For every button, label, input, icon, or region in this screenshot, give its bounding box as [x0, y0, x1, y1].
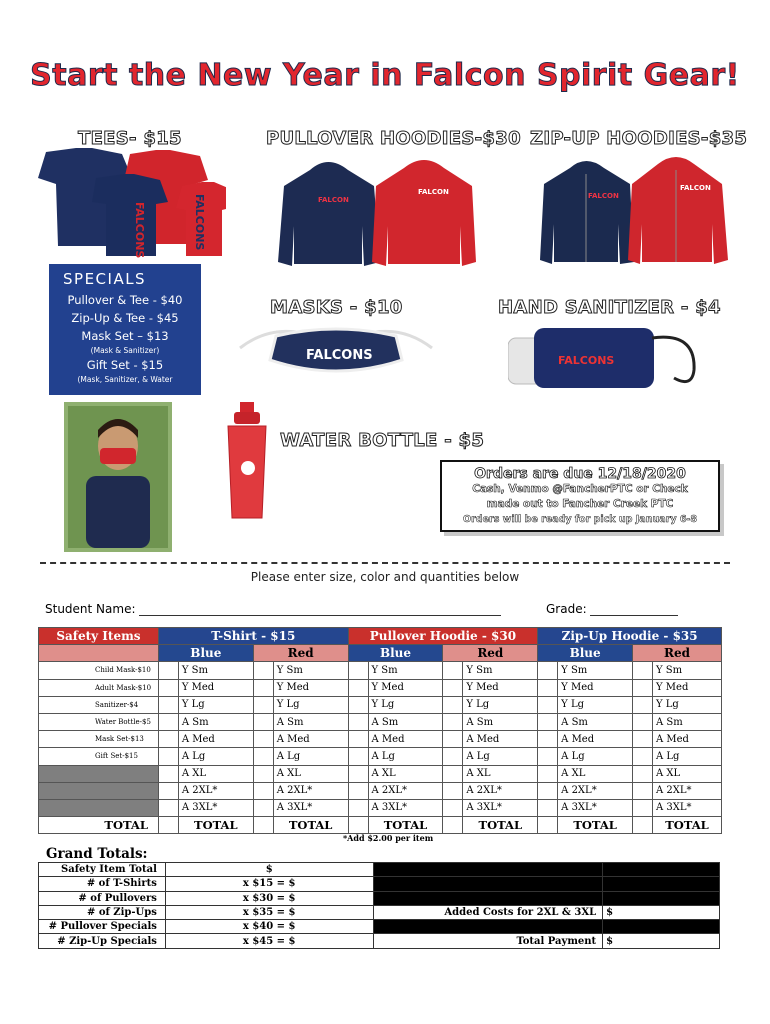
tshirt-blue-header: Blue: [158, 645, 253, 662]
safety-subheader: [39, 645, 159, 662]
zipup-blue-size: Y Sm: [558, 662, 633, 679]
specials-box: [49, 264, 201, 395]
zipup-red-qty-cell[interactable]: [633, 696, 653, 713]
form-instructions: Please enter size, color and quantities below: [250, 570, 520, 584]
pullover-blue-size: Y Med: [368, 679, 443, 696]
tshirt-red-size: A XL: [273, 765, 348, 782]
tshirt-blue-size: Y Sm: [178, 662, 253, 679]
tee-print-text-red: FALCONS: [193, 194, 206, 251]
tshirt-header: T-Shirt - $15: [158, 628, 348, 645]
pullover-blue-size: A Med: [368, 731, 443, 748]
grand-totals-title: Grand Totals:: [46, 846, 148, 862]
zipup-red-size: Y Med: [653, 679, 722, 696]
grand-total-calc[interactable]: x $40 = $: [165, 920, 373, 934]
zipup-red-size: A Lg: [653, 748, 722, 765]
safety-item-empty: [39, 799, 159, 816]
grand-total-calc[interactable]: x $15 = $: [165, 877, 373, 891]
added-costs-label: Added Costs for 2XL & 3XL: [373, 905, 603, 919]
tees-image: [36, 146, 226, 258]
safety-total: TOTAL: [39, 817, 159, 834]
grand-total-label: # Zip-Up Specials: [39, 934, 166, 948]
pullover-red-qty-cell[interactable]: [443, 662, 463, 679]
zipup-blue-qty-cell[interactable]: [538, 696, 558, 713]
pullover-hoodies-image: [278, 154, 478, 272]
hand-sanitizer-image: [508, 318, 708, 388]
pullover-red-total: TOTAL: [463, 817, 538, 834]
zipup-blue-size: A Med: [558, 731, 633, 748]
page-title: Start the New Year in Falcon Spirit Gear!: [30, 58, 740, 93]
order-table-body: [39, 662, 722, 817]
mask-image: [236, 318, 436, 380]
tshirt-blue-qty-cell[interactable]: [158, 765, 178, 782]
zipup-blue-qty-cell[interactable]: [538, 765, 558, 782]
tshirt-blue-qty-cell[interactable]: [158, 713, 178, 730]
order-row: [39, 662, 722, 679]
tshirt-blue-qty-cell[interactable]: [158, 782, 178, 799]
grade-field[interactable]: [590, 602, 678, 616]
zipup-blue-qty-cell[interactable]: [538, 713, 558, 730]
pullover-blue-size: A Lg: [368, 748, 443, 765]
safety-item: Water Bottle-$5: [39, 713, 159, 730]
pullover-header: Pullover Hoodie - $30: [348, 628, 538, 645]
pullover-red-qty-cell[interactable]: [443, 782, 463, 799]
order-row: [39, 765, 722, 782]
pullover-blue-size: Y Lg: [368, 696, 443, 713]
order-row: [39, 782, 722, 799]
pullover-red-size: A Lg: [463, 748, 538, 765]
safety-item: Child Mask-$10: [39, 662, 159, 679]
grand-total-label: Safety Item Total: [39, 863, 166, 877]
grand-total-label: # of Pullovers: [39, 891, 166, 905]
zipup-red-size: Y Sm: [653, 662, 722, 679]
special-zipup-tee: Zip-Up & Tee - $45: [71, 311, 179, 325]
zipup-blue-size: A XL: [558, 765, 633, 782]
total-qty-cell[interactable]: [538, 817, 558, 834]
pullover-blue-size: Y Sm: [368, 662, 443, 679]
zipup-blue-qty-cell[interactable]: [538, 731, 558, 748]
order-row: [39, 696, 722, 713]
zipup-hoodies-label: ZIP-UP HOODIES-$35: [530, 128, 748, 149]
blacked-out-cell: [373, 891, 603, 905]
masks-label: MASKS - $10: [270, 297, 403, 318]
orders-due: Orders are due 12/18/2020: [474, 466, 686, 482]
payment-methods: Cash, Venmo @FancherPTC or Check: [472, 483, 688, 495]
grand-totals-table: [38, 862, 720, 949]
pullover-blue-total: TOTAL: [368, 817, 443, 834]
grand-total-calc[interactable]: x $30 = $: [165, 891, 373, 905]
zipup-blue-size: A Sm: [558, 713, 633, 730]
tshirt-red-qty-cell[interactable]: [253, 748, 273, 765]
total-qty-cell[interactable]: [253, 817, 273, 834]
pullover-red-size: Y Sm: [463, 662, 538, 679]
tshirt-blue-size: A XL: [178, 765, 253, 782]
pullover-blue-size: A 2XL*: [368, 782, 443, 799]
zipup-red-qty-cell[interactable]: [633, 799, 653, 816]
blacked-out-cell: [603, 891, 720, 905]
pullover-red-size: A Med: [463, 731, 538, 748]
pullover-red-qty-cell[interactable]: [443, 696, 463, 713]
tshirt-blue-size: A 3XL*: [178, 799, 253, 816]
added-costs-value[interactable]: $: [603, 905, 720, 919]
pullover-blue-qty-cell[interactable]: [348, 713, 368, 730]
tshirt-blue-qty-cell[interactable]: [158, 662, 178, 679]
pullover-red-size: A 3XL*: [463, 799, 538, 816]
zipup-blue-qty-cell[interactable]: [538, 782, 558, 799]
tshirt-red-qty-cell[interactable]: [253, 713, 273, 730]
tshirt-red-size: A Sm: [273, 713, 348, 730]
total-payment-label: Total Payment: [373, 934, 603, 948]
grade-label: Grade:: [546, 602, 587, 616]
safety-item: Sanitizer-$4: [39, 696, 159, 713]
pullover-hoodies-label: PULLOVER HOODIES-$30: [266, 128, 521, 149]
tees-label: TEES- $15: [78, 128, 182, 149]
grand-total-calc[interactable]: $: [165, 863, 373, 877]
student-photo: [64, 402, 172, 552]
order-row: [39, 679, 722, 696]
total-qty-cell[interactable]: [443, 817, 463, 834]
safety-item-empty: [39, 782, 159, 799]
total-qty-cell[interactable]: [633, 817, 653, 834]
student-name-field[interactable]: [139, 602, 501, 616]
zipup-header: Zip-Up Hoodie - $35: [538, 628, 722, 645]
grand-total-label: # of T-Shirts: [39, 877, 166, 891]
tee-print-text: FALCONS: [133, 202, 146, 258]
zipup-red-size: A 2XL*: [653, 782, 722, 799]
tshirt-red-qty-cell[interactable]: [253, 782, 273, 799]
zipup-red-size: A Sm: [653, 713, 722, 730]
pickup-dates: Orders will be ready for pick up January 6-8: [463, 514, 697, 525]
tshirt-blue-size: Y Med: [178, 679, 253, 696]
student-name-row: [45, 602, 501, 616]
tshirt-blue-size: A Med: [178, 731, 253, 748]
student-name-label: Student Name:: [45, 602, 136, 616]
plus-size-note: *Add $2.00 per item: [343, 833, 434, 843]
grand-total-calc[interactable]: x $35 = $: [165, 905, 373, 919]
tshirt-blue-qty-cell[interactable]: [158, 731, 178, 748]
zipup-red-qty-cell[interactable]: [633, 679, 653, 696]
safety-item-empty: [39, 765, 159, 782]
tshirt-red-size: Y Sm: [273, 662, 348, 679]
zipup-red-size: A 3XL*: [653, 799, 722, 816]
safety-item: Adult Mask-$10: [39, 679, 159, 696]
specials-title: SPECIALS: [63, 270, 147, 288]
safety-item: Mask Set-$13: [39, 731, 159, 748]
zipup-red-header: Red: [633, 645, 722, 662]
pullover-red-qty-cell[interactable]: [443, 731, 463, 748]
tshirt-blue-qty-cell[interactable]: [158, 748, 178, 765]
zipup-red-total: TOTAL: [653, 817, 722, 834]
tshirt-blue-qty-cell[interactable]: [158, 696, 178, 713]
grand-total-label: # of Zip-Ups: [39, 905, 166, 919]
grand-total-label: # Pullover Specials: [39, 920, 166, 934]
special-mask-set: Mask Set – $13: [81, 329, 169, 343]
zipup-red-qty-cell[interactable]: [633, 731, 653, 748]
zipup-blue-size: A 3XL*: [558, 799, 633, 816]
water-bottle-image: [218, 402, 278, 522]
pullover-red-size: Y Med: [463, 679, 538, 696]
blacked-out-cell: [603, 863, 720, 877]
pullover-red-size: A XL: [463, 765, 538, 782]
tshirt-blue-qty-cell[interactable]: [158, 799, 178, 816]
tshirt-blue-size: A 2XL*: [178, 782, 253, 799]
tshirt-red-size: A 3XL*: [273, 799, 348, 816]
tshirt-red-header: Red: [253, 645, 348, 662]
blacked-out-cell: [373, 920, 603, 934]
zipup-red-qty-cell[interactable]: [633, 662, 653, 679]
tshirt-red-qty-cell[interactable]: [253, 662, 273, 679]
zipup-red-qty-cell[interactable]: [633, 748, 653, 765]
zipup-blue-size: Y Lg: [558, 696, 633, 713]
pullover-blue-qty-cell[interactable]: [348, 731, 368, 748]
tshirt-red-size: Y Lg: [273, 696, 348, 713]
tshirt-blue-size: A Lg: [178, 748, 253, 765]
tshirt-red-qty-cell[interactable]: [253, 696, 273, 713]
grand-total-row: [39, 934, 720, 948]
pullover-blue-size: A Sm: [368, 713, 443, 730]
safety-item: Gift Set-$15: [39, 748, 159, 765]
check-payable: made out to Fancher Creek PTC: [486, 498, 674, 510]
grand-totals-body: [39, 863, 720, 949]
pullover-red-size: A Sm: [463, 713, 538, 730]
mask-print-text: FALCONS: [306, 348, 373, 363]
safety-items-header: Safety Items: [39, 628, 159, 645]
order-row: [39, 731, 722, 748]
total-qty-cell[interactable]: [348, 817, 368, 834]
zipup-blue-total: TOTAL: [558, 817, 633, 834]
grand-total-row: [39, 863, 720, 877]
zipup-blue-qty-cell[interactable]: [538, 799, 558, 816]
tshirt-red-qty-cell[interactable]: [253, 765, 273, 782]
sanitizer-print-text: FALCONS: [558, 354, 615, 367]
pullover-red-size: Y Lg: [463, 696, 538, 713]
orders-info-box: [440, 460, 720, 532]
hand-sanitizer-label: HAND SANITIZER - $4: [498, 297, 721, 318]
zip-hoodie-print-text-red: FALCON: [680, 184, 711, 192]
order-row: [39, 713, 722, 730]
grand-total-row: [39, 905, 720, 919]
tshirt-blue-qty-cell[interactable]: [158, 679, 178, 696]
order-table: [38, 627, 722, 834]
zipup-blue-qty-cell[interactable]: [538, 662, 558, 679]
special-gift-set-note: (Mask, Sanitizer, & Water: [77, 375, 173, 384]
pullover-red-header: Red: [443, 645, 538, 662]
tshirt-blue-size: A Sm: [178, 713, 253, 730]
pullover-blue-size: A 3XL*: [368, 799, 443, 816]
tshirt-blue-total: TOTAL: [178, 817, 253, 834]
pullover-blue-qty-cell[interactable]: [348, 765, 368, 782]
pullover-red-qty-cell[interactable]: [443, 748, 463, 765]
total-qty-cell[interactable]: [158, 817, 178, 834]
zipup-red-size: A Med: [653, 731, 722, 748]
special-pullover-tee: Pullover & Tee - $40: [67, 293, 183, 307]
zipup-red-qty-cell[interactable]: [633, 713, 653, 730]
tshirt-red-total: TOTAL: [273, 817, 348, 834]
blacked-out-cell: [373, 877, 603, 891]
tshirt-red-qty-cell[interactable]: [253, 679, 273, 696]
tshirt-red-size: Y Med: [273, 679, 348, 696]
tshirt-red-size: A 2XL*: [273, 782, 348, 799]
zipup-red-size: A XL: [653, 765, 722, 782]
zipup-hoodies-image: [540, 152, 730, 270]
order-row: [39, 799, 722, 816]
water-bottle-label: WATER BOTTLE - $5: [280, 430, 485, 451]
zipup-blue-qty-cell[interactable]: [538, 748, 558, 765]
zipup-red-qty-cell[interactable]: [633, 765, 653, 782]
pullover-blue-qty-cell[interactable]: [348, 799, 368, 816]
grand-total-calc[interactable]: x $45 = $: [165, 934, 373, 948]
grand-total-row: [39, 877, 720, 891]
tshirt-blue-size: Y Lg: [178, 696, 253, 713]
special-mask-set-note: (Mask & Sanitizer): [90, 346, 160, 355]
zipup-blue-header: Blue: [538, 645, 633, 662]
blacked-out-cell: [373, 863, 603, 877]
total-payment-value[interactable]: $: [603, 934, 720, 948]
zipup-blue-qty-cell[interactable]: [538, 679, 558, 696]
pullover-blue-size: A XL: [368, 765, 443, 782]
pullover-red-qty-cell[interactable]: [443, 679, 463, 696]
zipup-blue-size: A Lg: [558, 748, 633, 765]
pullover-red-qty-cell[interactable]: [443, 799, 463, 816]
grand-total-row: [39, 920, 720, 934]
cut-line: [40, 562, 730, 564]
pullover-blue-header: Blue: [348, 645, 443, 662]
pullover-blue-qty-cell[interactable]: [348, 662, 368, 679]
order-row: [39, 748, 722, 765]
zip-hoodie-print-text: FALCON: [588, 192, 619, 200]
hoodie-print-text: FALCON: [318, 196, 349, 204]
tshirt-red-size: A Lg: [273, 748, 348, 765]
pullover-blue-qty-cell[interactable]: [348, 748, 368, 765]
zipup-blue-size: A 2XL*: [558, 782, 633, 799]
zipup-red-qty-cell[interactable]: [633, 782, 653, 799]
zipup-blue-size: Y Med: [558, 679, 633, 696]
grand-total-row: [39, 891, 720, 905]
pullover-blue-qty-cell[interactable]: [348, 679, 368, 696]
tshirt-red-qty-cell[interactable]: [253, 799, 273, 816]
pullover-blue-qty-cell[interactable]: [348, 696, 368, 713]
pullover-red-qty-cell[interactable]: [443, 765, 463, 782]
hoodie-print-text-red: FALCON: [418, 188, 449, 196]
grade-row: [546, 602, 678, 616]
pullover-red-qty-cell[interactable]: [443, 713, 463, 730]
tshirt-red-size: A Med: [273, 731, 348, 748]
special-gift-set: Gift Set - $15: [86, 358, 164, 372]
blacked-out-cell: [603, 877, 720, 891]
blacked-out-cell: [603, 920, 720, 934]
pullover-red-size: A 2XL*: [463, 782, 538, 799]
tshirt-red-qty-cell[interactable]: [253, 731, 273, 748]
pullover-blue-qty-cell[interactable]: [348, 782, 368, 799]
zipup-red-size: Y Lg: [653, 696, 722, 713]
